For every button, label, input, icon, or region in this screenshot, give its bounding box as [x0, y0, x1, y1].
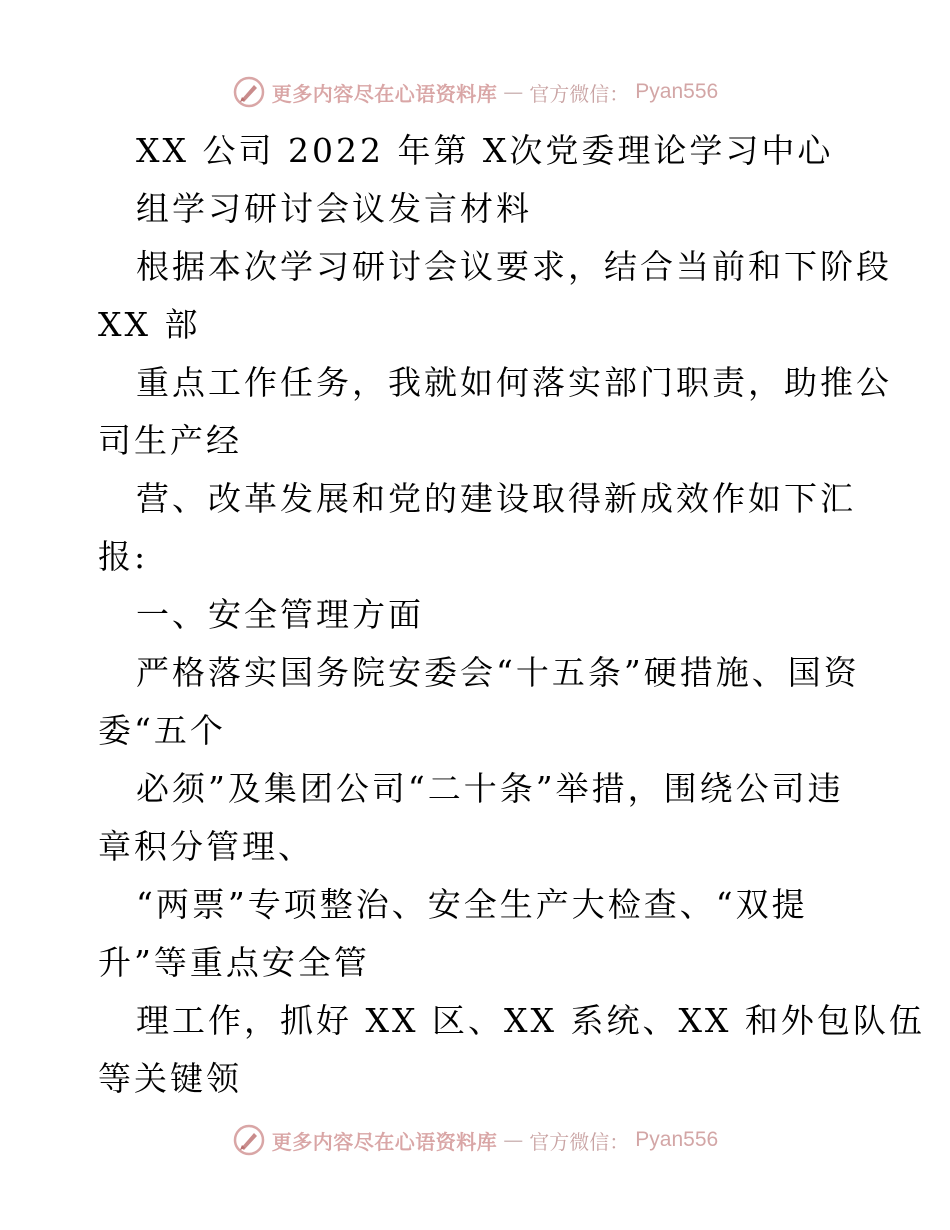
watermark-label: 官方微信：: [529, 81, 630, 106]
paragraph-line: 理工作，抓好 XX 区、XX 系统、XX 和外包队伍: [136, 1001, 925, 1040]
paragraph-line: 重点工作任务，我就如何落实部门职责，助推公: [136, 363, 892, 402]
paragraph-line: 营、改革发展和党的建设取得新成效作如下汇: [136, 479, 856, 518]
paragraph-line: 委“五个: [98, 711, 226, 750]
watermark-separator: —: [503, 1128, 524, 1152]
paragraph-line: 章积分管理、: [98, 827, 314, 866]
watermark-text: 更多内容尽在心语资料库: [271, 81, 498, 106]
paragraph-line: 严格落实国务院安委会“十五条”硬措施、国资: [136, 653, 860, 692]
document-title-line-1: XX 公司 2022 年第 X次党委理论学习中心: [136, 131, 834, 170]
pen-seal-icon: [232, 75, 266, 109]
watermark-label: 官方微信：: [529, 1129, 630, 1154]
page-footer-watermark: [0, 1118, 950, 1162]
watermark-text: 更多内容尽在心语资料库: [271, 1129, 498, 1154]
paragraph-line: 升”等重点安全管: [98, 943, 370, 982]
section-heading: 一、安全管理方面: [136, 595, 424, 634]
paragraph-line: 等关键领: [98, 1059, 242, 1098]
watermark-id: Pyan556: [635, 80, 719, 103]
page-header-watermark: [0, 70, 950, 114]
paragraph-line: XX 部: [98, 305, 201, 344]
paragraph-line: 报:: [98, 537, 149, 576]
pen-seal-icon: [232, 1123, 266, 1157]
paragraph-line: 司生产经: [98, 421, 242, 460]
document-body: [98, 122, 925, 1108]
paragraph-line: 必须”及集团公司“二十条”举措，围绕公司违: [136, 769, 844, 808]
paragraph-line: “两票”专项整治、安全生产大检查、“双提: [136, 885, 808, 924]
document-title-line-2: 组学习研讨会议发言材料: [136, 189, 532, 228]
watermark-separator: —: [503, 80, 524, 104]
watermark-id: Pyan556: [635, 1128, 719, 1151]
paragraph-line: 根据本次学习研讨会议要求，结合当前和下阶段: [136, 247, 892, 286]
